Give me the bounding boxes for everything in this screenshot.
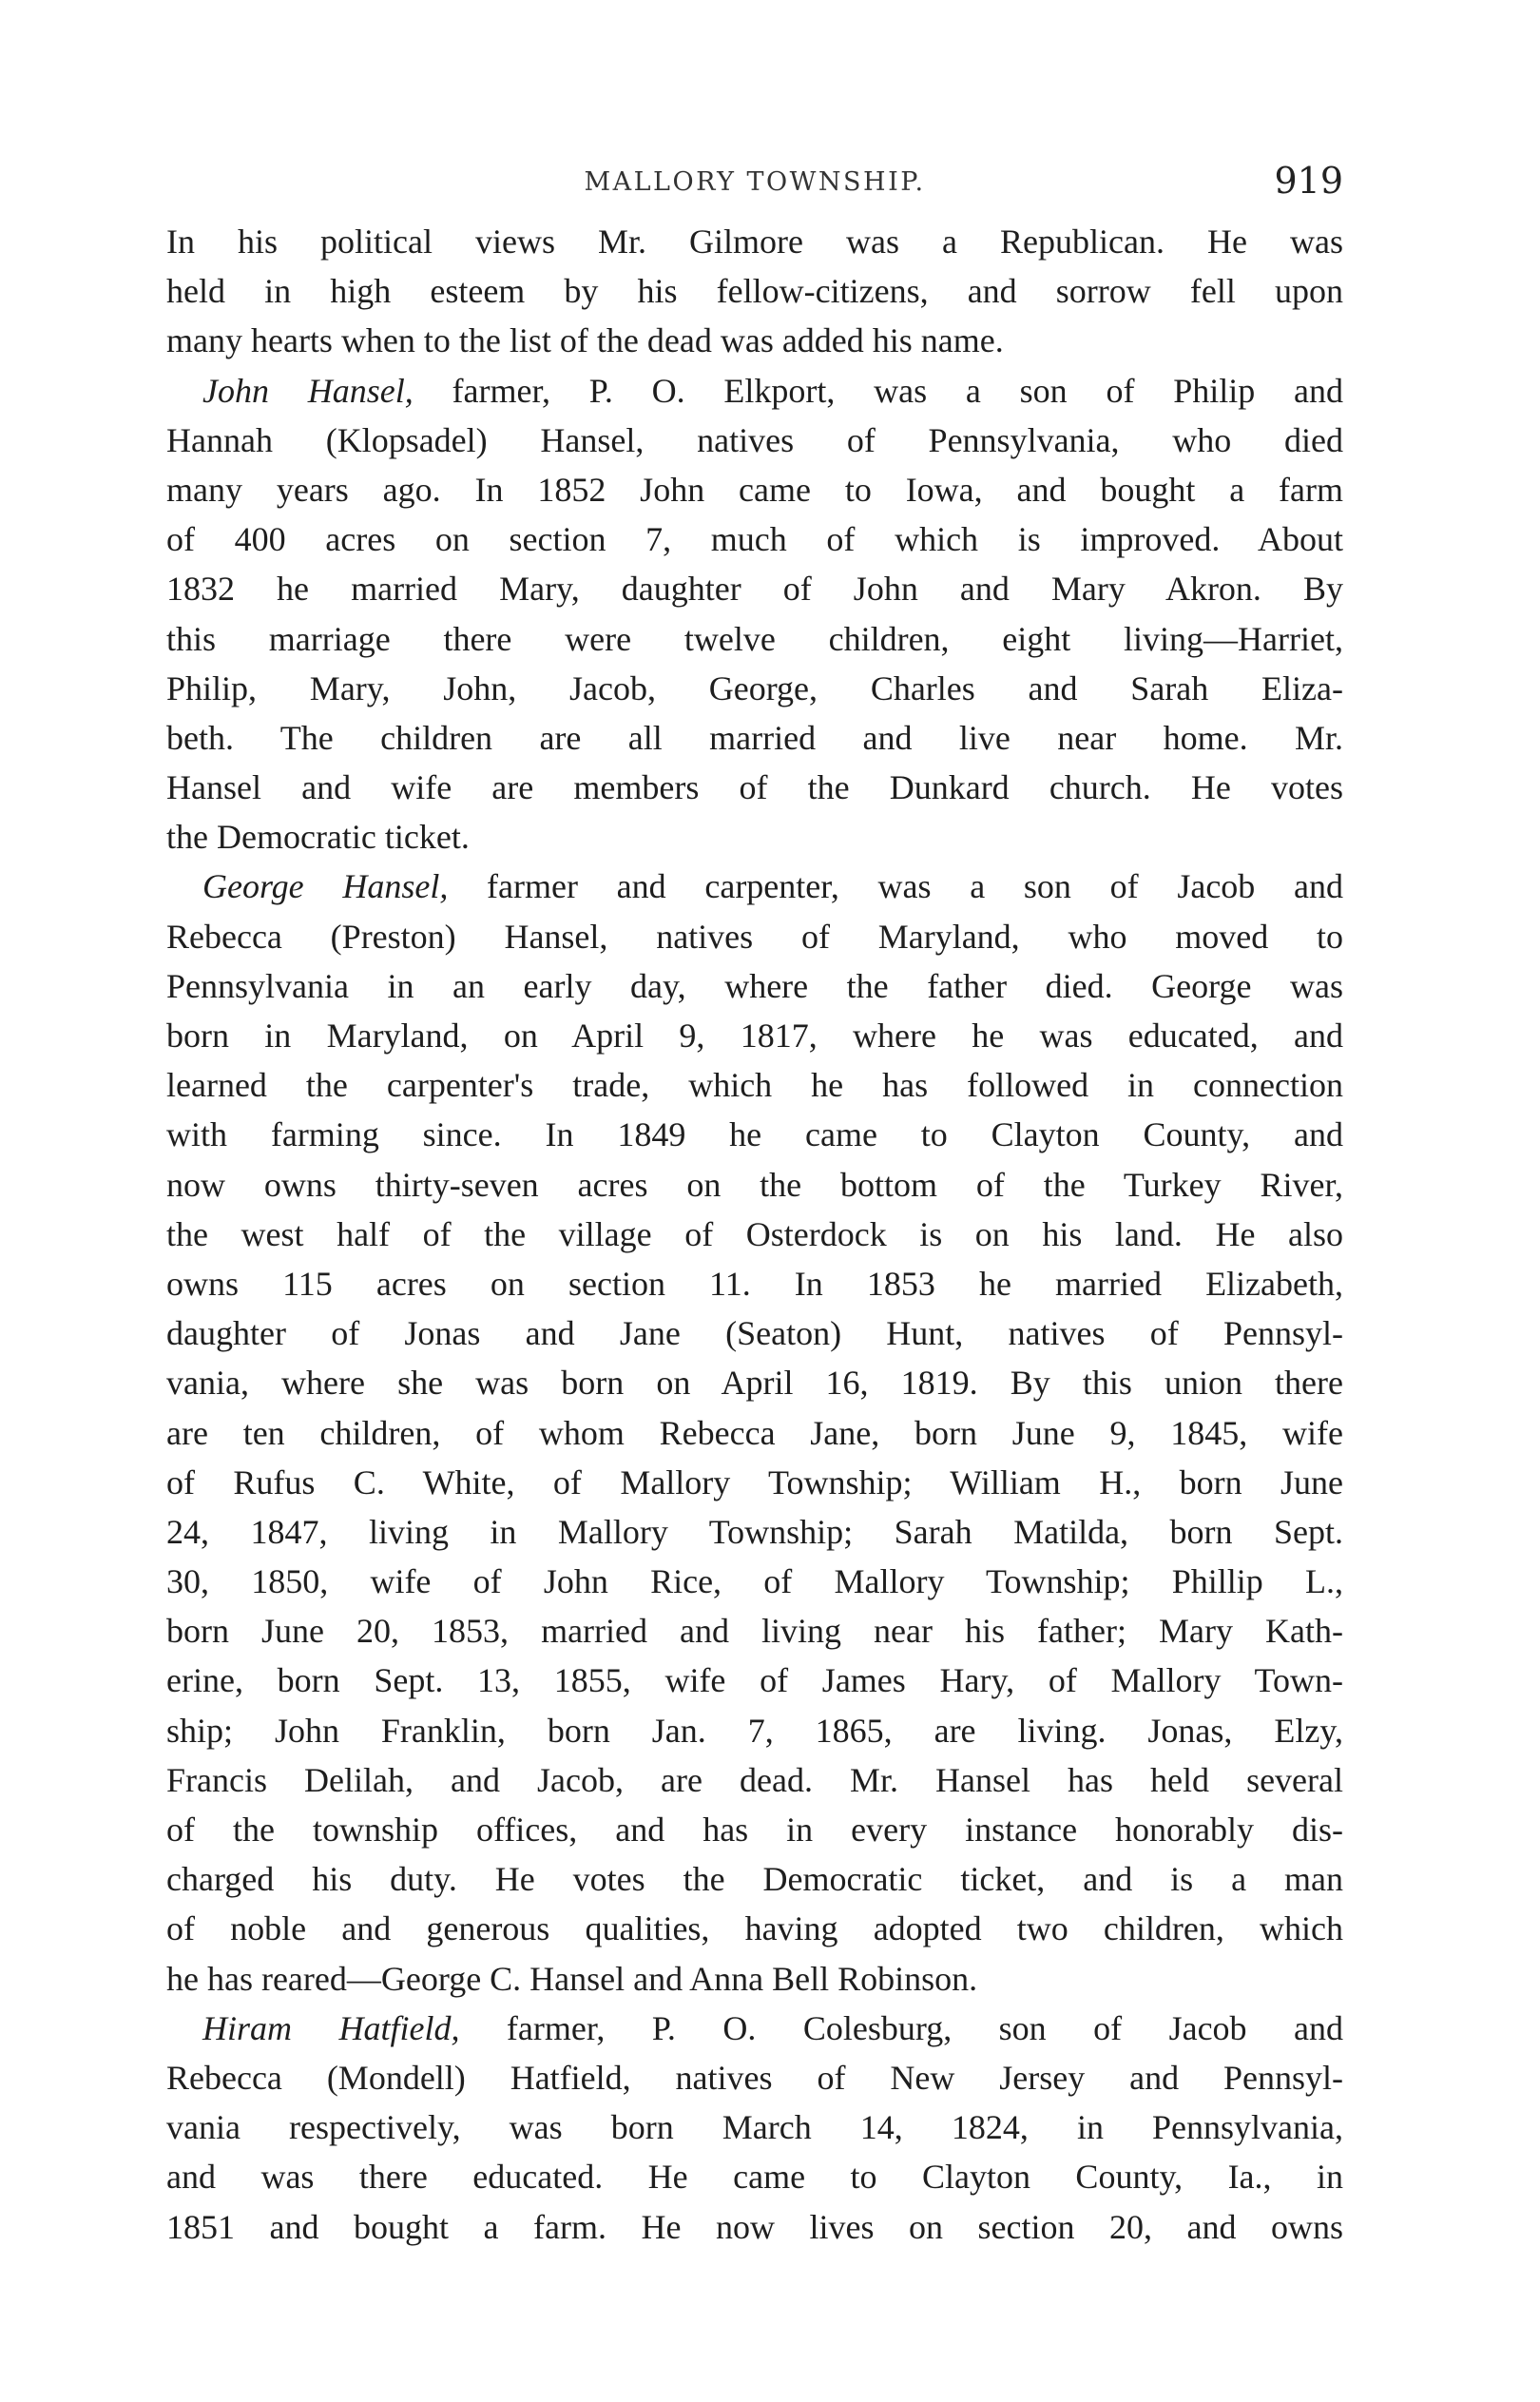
- text-line: [166, 2004, 1343, 2053]
- text-line: In his political views Mr. Gilmore was a Republican. He was: [166, 223, 1343, 261]
- text-line: ship; John Franklin, born Jan. 7, 1865, are living. Jonas, Elzy,: [166, 1711, 1343, 1750]
- text-line: Philip, Mary, John, Jacob, George, Charles and Sarah Eliza-: [166, 668, 1343, 707]
- text-line: Pennsylvania in an early day, where the father died. George was: [166, 966, 1343, 1005]
- text-line: born June 20, 1853, married and living near his father; Mary Kath-: [166, 1612, 1343, 1651]
- text-line: and was there educated. He came to Clayton County, Ia., in: [166, 2158, 1343, 2197]
- text-line: with farming since. In 1849 he came to Clayton County, and: [166, 1115, 1343, 1154]
- text-line: [166, 862, 1343, 911]
- text-line: Rebecca (Preston) Hansel, natives of Maryland, who moved to: [166, 917, 1343, 956]
- text-line: of 400 acres on section 7, much of which is improved. About: [166, 520, 1343, 559]
- running-title: MALLORY TOWNSHIP.: [584, 167, 926, 197]
- text-line: 1851 and bought a farm. He now lives on section 20, and owns: [166, 2207, 1343, 2246]
- entry-name-hiram-hatfield: Hiram Hatfield,: [202, 2008, 460, 2047]
- entry-intro-text: farmer, P. O. Elkport, was a son of Philip and: [413, 371, 1343, 410]
- entry-name-george-hansel: George Hansel,: [202, 867, 449, 906]
- text-line: erine, born Sept. 13, 1855, wife of James Hary, of Mallory Town-: [166, 1661, 1343, 1700]
- text-line: 1832 he married Mary, daughter of John and Mary Akron. By: [166, 570, 1343, 609]
- text-line: many hearts when to the list of the dead was added his name.: [166, 321, 1004, 360]
- text-line: of the township offices, and has in every instance honorably dis-: [166, 1811, 1343, 1849]
- running-head: [166, 160, 1343, 207]
- entry-name-john-hansel: John Hansel,: [202, 371, 414, 410]
- text-line: beth. The children are all married and live near home. Mr.: [166, 718, 1343, 757]
- text-line: he has reared—George C. Hansel and Anna Bell Robinson.: [166, 1959, 978, 1998]
- text-line: Hannah (Klopsadel) Hansel, natives of Pennsylvania, who died: [166, 420, 1343, 459]
- text-line: 24, 1847, living in Mallory Township; Sarah Matilda, born Sept.: [166, 1512, 1343, 1551]
- text-line: vania respectively, was born March 14, 1824, in Pennsylvania,: [166, 2108, 1343, 2147]
- text-line: charged his duty. He votes the Democratic ticket, and is a man: [166, 1860, 1343, 1899]
- page-number: 919: [1274, 160, 1343, 202]
- text-line: many years ago. In 1852 John came to Iowa, and bought a farm: [166, 470, 1343, 509]
- text-line: are ten children, of whom Rebecca Jane, born June 9, 1845, wife: [166, 1413, 1343, 1452]
- text-line: learned the carpenter's trade, which he has followed in connection: [166, 1066, 1343, 1105]
- text-line: of Rufus C. White, of Mallory Township; William H., born June: [166, 1463, 1343, 1501]
- entry-intro-text: farmer, P. O. Colesburg, son of Jacob and: [459, 2008, 1343, 2047]
- entry-intro-text: farmer and carpenter, was a son of Jacob and: [448, 867, 1343, 906]
- text-line: [166, 366, 1343, 416]
- text-line: 30, 1850, wife of John Rice, of Mallory Township; Phillip L.,: [166, 1562, 1343, 1601]
- text-line: vania, where she was born on April 16, 1819. By this union there: [166, 1364, 1343, 1403]
- text-line: this marriage there were twelve children, eight living—Harriet,: [166, 619, 1343, 658]
- text-line: Rebecca (Mondell) Hatfield, natives of New Jersey and Pennsyl-: [166, 2058, 1343, 2097]
- text-line: of noble and generous qualities, having adopted two children, which: [166, 1909, 1343, 1948]
- text-line: owns 115 acres on section 11. In 1853 he married Elizabeth,: [166, 1264, 1343, 1303]
- text-line: the Democratic ticket.: [166, 818, 470, 857]
- text-line: Hansel and wife are members of the Dunkard church. He votes: [166, 768, 1343, 807]
- text-line: born in Maryland, on April 9, 1817, where he was educated, and: [166, 1017, 1343, 1055]
- text-line: now owns thirty-seven acres on the bottom of the Turkey River,: [166, 1165, 1343, 1204]
- text-line: the west half of the village of Osterdock is on his land. He also: [166, 1214, 1343, 1253]
- text-line: Francis Delilah, and Jacob, are dead. Mr. Hansel has held several: [166, 1760, 1343, 1799]
- text-line: daughter of Jonas and Jane (Seaton) Hunt, natives of Pennsyl-: [166, 1314, 1343, 1353]
- text-line: held in high esteem by his fellow-citizens, and sorrow fell upon: [166, 272, 1343, 311]
- body-text: [166, 217, 1343, 2252]
